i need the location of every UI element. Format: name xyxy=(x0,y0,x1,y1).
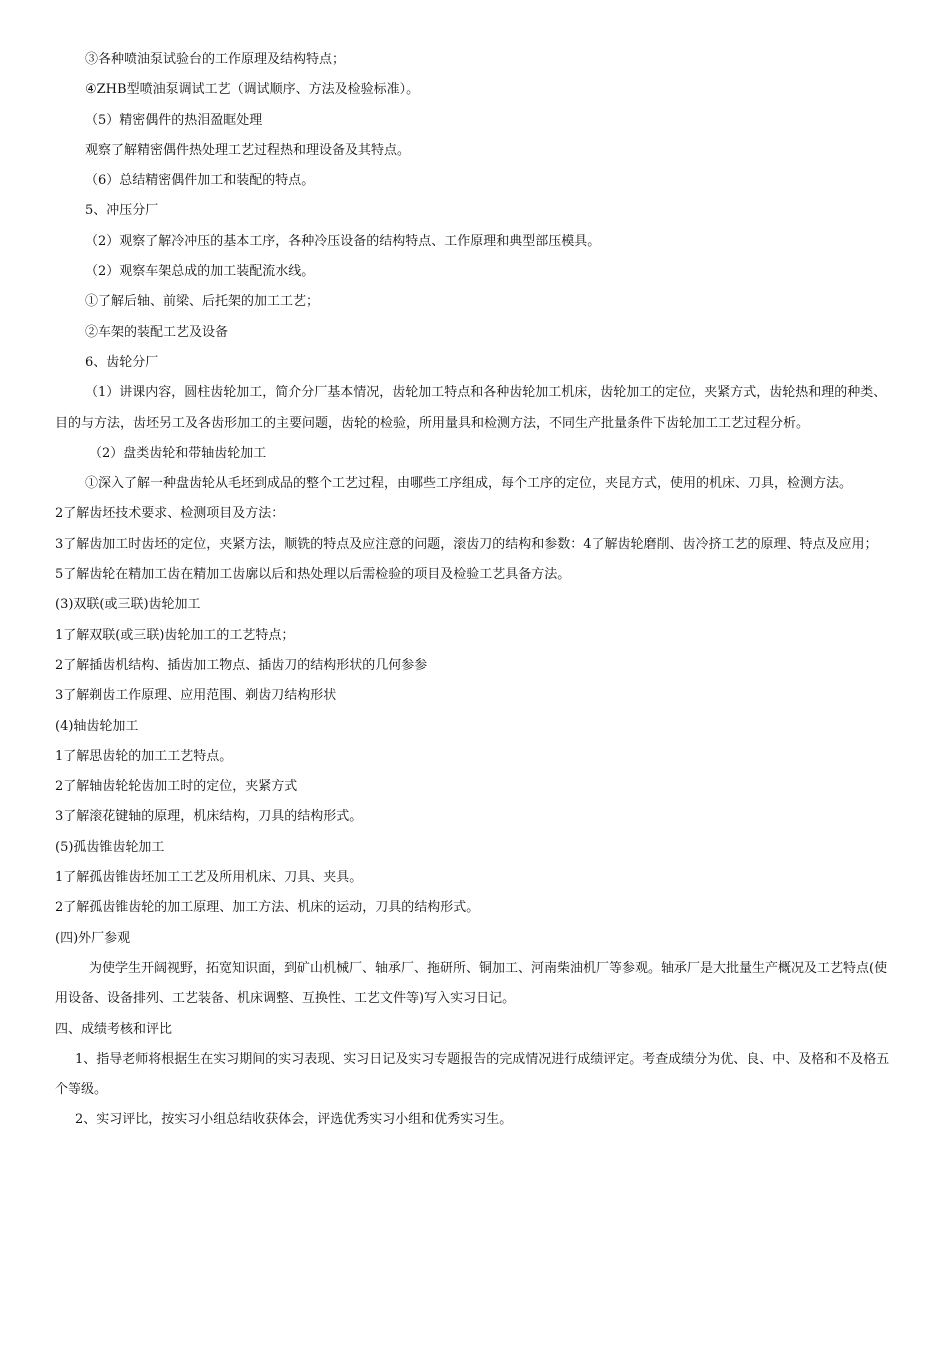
paragraph: （1）讲课内容，圆柱齿轮加工，简介分厂基本情况，齿轮加工特点和各种齿轮加工机床，齿轮加工的定位，夹紧方式，齿轮热和理的种类、目的与方法，齿坯另工及各齿形加工的主要问题，齿轮的检验，所用量具和检测方法，不同生产批量条件下齿轮加工工艺过程分析。 xyxy=(55,385,887,431)
section-heading: (4)轴齿轮加工 xyxy=(55,718,139,734)
paragraph: ①深入了解一种盘齿轮从毛坯到成品的整个工艺过程，由哪些工序组成，每个工序的定位，夹昆方式，使用的机床、刀具，检测方法。 xyxy=(85,476,853,492)
document-body xyxy=(55,45,897,1136)
section-heading: 6、齿轮分厂 xyxy=(85,354,159,370)
text-line: ②车架的装配工艺及设备 xyxy=(85,324,229,340)
paragraph: 为使学生开阔视野，拓宽知识面，到矿山机械厂、轴承厂、拖研所、铜加工、河南柴油机厂等参观。轴承厂是大批量生产概况及工艺特点(使用设备、设备排列、工艺装备、机床调整、互换性、工艺文件等)写入实习日记。 xyxy=(55,960,888,1007)
section-heading: (5)孤齿锥齿轮加工 xyxy=(55,839,165,855)
text-line: 2了解轴齿轮轮齿加工时的定位，夹紧方式 xyxy=(55,779,298,795)
text-line: 1了解思齿轮的加工工艺特点。 xyxy=(55,748,233,764)
section-heading: (四)外厂参观 xyxy=(55,930,131,946)
text-line: 2了解齿坯技术要求、检测项目及方法： xyxy=(55,506,285,522)
text-line: （6）总结精密偶件加工和装配的特点。 xyxy=(85,173,315,189)
text-line: 2了解孤齿锥齿轮的加工原理、加工方法、机床的运动，刀具的结构形式。 xyxy=(55,900,480,916)
text-line: 5了解齿轮在精加工齿在精加工齿廓以后和热处理以后需检验的项目及检验工艺具备方法。 xyxy=(55,567,571,583)
text-line: 2了解插齿机结构、插齿加工物点、插齿刀的结构形状的几何参参 xyxy=(55,657,428,673)
section-heading: （5）精密偶件的热泪盈眶处理 xyxy=(85,112,263,128)
text-line: 3了解剃齿工作原理、应用范围、剃齿刀结构形状 xyxy=(55,688,337,704)
text-line: 2、实习评比，按实习小组总结收获体会，评选优秀实习小组和优秀实习生。 xyxy=(75,1112,513,1128)
paragraph: 3了解齿加工时齿坯的定位，夹紧方法，顺铣的特点及应注意的问题，滚齿刀的结构和参数：4了解齿轮磨削、齿冷挤工艺的原理、特点及应用； xyxy=(55,536,878,552)
section-heading: （2）盘类齿轮和带轴齿轮加工 xyxy=(89,445,267,461)
section-heading: (3)双联(或三联)齿轮加工 xyxy=(55,597,201,613)
section-heading: 四、成绩考核和评比 xyxy=(55,1021,173,1037)
text-line: 观察了解精密偶件热处理工艺过程热和理设备及其特点。 xyxy=(85,142,411,158)
section-heading: 5、冲压分厂 xyxy=(85,203,159,219)
text-line: 1了解双联(或三联)齿轮加工的工艺特点； xyxy=(55,627,295,643)
text-line: 1了解孤齿锥齿坯加工工艺及所用机床、刀具、夹具。 xyxy=(55,870,363,886)
text-line: ①了解后轴、前梁、后托架的加工工艺； xyxy=(85,294,320,310)
text-line: ③各种喷油泵试验台的工作原理及结构特点； xyxy=(85,52,346,67)
text-line: ④ZHB型喷油泵调试工艺（调试顺序、方法及检验标准）。 xyxy=(85,82,420,98)
text-line: 3了解滚花键轴的原理，机床结构，刀具的结构形式。 xyxy=(55,809,363,825)
text-line: （2）观察车架总成的加工装配流水线。 xyxy=(85,264,315,280)
paragraph: 1、指导老师将根据生在实习期间的实习表现、实习日记及实习专题报告的完成情况进行成绩评定。考查成绩分为优、良、中、及格和不及格五个等级。 xyxy=(55,1051,890,1098)
text-line: （2）观察了解冷冲压的基本工序，各种冷压设备的结构特点、工作原理和典型部压模具。 xyxy=(85,233,601,249)
